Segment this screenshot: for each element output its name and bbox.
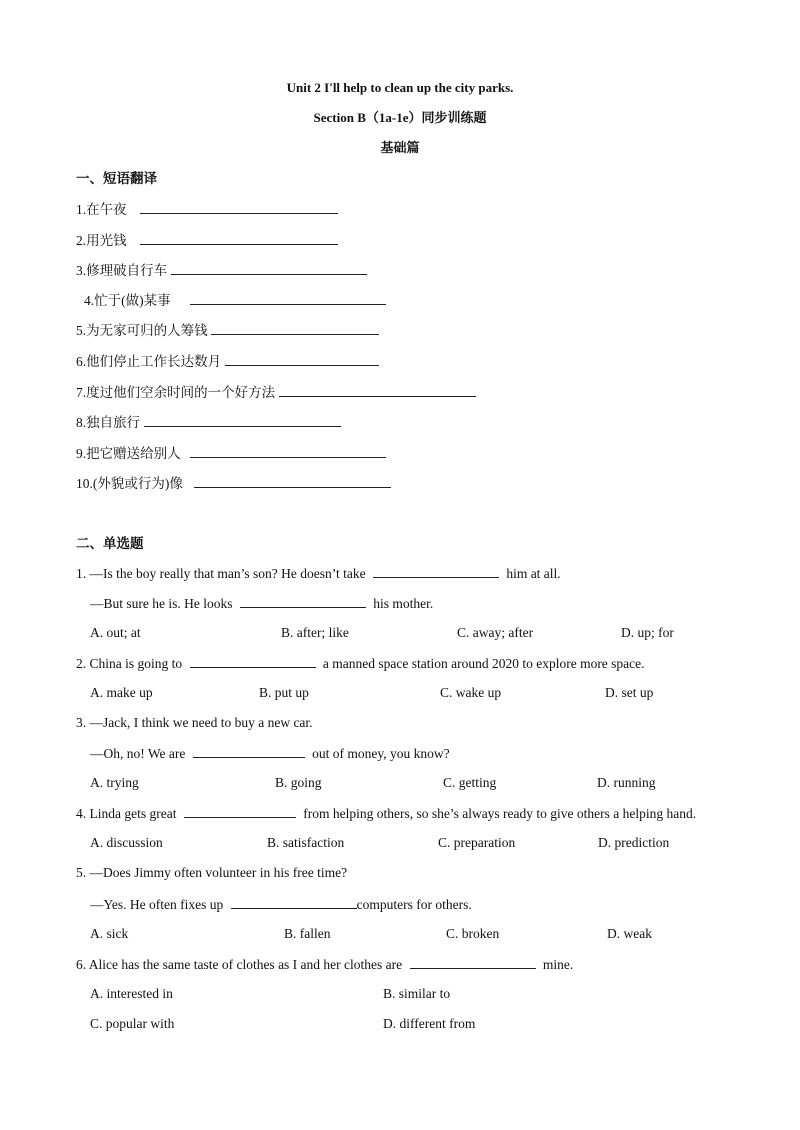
option-b[interactable]: B. fallen [284, 926, 331, 941]
question-stem [76, 564, 561, 583]
translation-item [76, 474, 391, 493]
dialogue-text: out of money, you know? [312, 746, 450, 761]
answer-blank[interactable] [140, 200, 338, 214]
translation-item [76, 200, 338, 219]
translation-item [84, 291, 386, 310]
item-text: 4.忙于(做)某事 [84, 293, 171, 308]
answer-blank[interactable] [140, 231, 338, 245]
translation-item [76, 444, 386, 463]
dialogue-text: —But sure he is. He looks [90, 596, 233, 611]
worksheet-title: Unit 2 I'll help to clean up the city parks. [286, 80, 514, 95]
option-b[interactable]: B. put up [259, 685, 309, 700]
item-text: 5.为无家可归的人筹钱 [76, 323, 208, 338]
option-b[interactable]: B. going [275, 775, 322, 790]
answer-blank[interactable] [171, 261, 367, 275]
stem-text: from helping others, so she’s always ready to give others a helping hand. [303, 806, 697, 821]
answer-blank[interactable] [193, 744, 305, 758]
answer-blank[interactable] [190, 444, 386, 458]
answer-blank[interactable] [190, 654, 316, 668]
question-dialogue [90, 594, 433, 613]
section-heading-multiple-choice: 二、单选题 [76, 536, 144, 551]
question-stem [76, 654, 645, 673]
option-c[interactable]: C. broken [446, 926, 500, 941]
question-dialogue [90, 895, 472, 914]
stem-text: him at all. [506, 566, 561, 581]
item-text: 3.修理破自行车 [76, 263, 168, 278]
option-c[interactable]: C. getting [443, 775, 497, 790]
translation-item [76, 231, 338, 250]
option-c[interactable]: C. away; after [457, 625, 534, 640]
translation-item [76, 352, 379, 371]
answer-blank[interactable] [373, 564, 499, 578]
option-c[interactable]: C. wake up [440, 685, 502, 700]
answer-blank[interactable] [184, 804, 296, 818]
question-stem: 5. —Does Jimmy often volunteer in his free time? [76, 865, 348, 880]
item-text: 6.他们停止工作长达数月 [76, 354, 222, 369]
answer-blank[interactable] [231, 895, 357, 909]
option-d[interactable]: D. prediction [598, 835, 670, 850]
translation-item [76, 321, 379, 340]
option-d[interactable]: D. weak [607, 926, 652, 941]
dialogue-text: —Yes. He often fixes up [90, 897, 224, 912]
section-heading-translation: 一、短语翻译 [76, 171, 157, 186]
question-stem [76, 804, 696, 823]
option-a[interactable]: A. trying [90, 775, 139, 790]
stem-text: 2. China is going to [76, 656, 183, 671]
answer-blank[interactable] [190, 291, 386, 305]
item-text: 1.在午夜 [76, 202, 127, 217]
dialogue-text: —Oh, no! We are [90, 746, 186, 761]
option-c[interactable]: C. popular with [90, 1016, 175, 1031]
option-d[interactable]: D. different from [383, 1016, 476, 1031]
dialogue-text: computers for others. [356, 897, 472, 912]
stem-text: mine. [542, 957, 574, 972]
stem-text: 4. Linda gets great [76, 806, 177, 821]
answer-blank[interactable] [211, 321, 379, 335]
option-b[interactable]: B. similar to [383, 986, 451, 1001]
option-c[interactable]: C. preparation [438, 835, 516, 850]
answer-blank[interactable] [279, 383, 476, 397]
translation-item [76, 413, 341, 432]
option-a[interactable]: A. out; at [90, 625, 141, 640]
stem-text: 6. Alice has the same taste of clothes as I and her clothes are [76, 957, 403, 972]
worksheet-subtitle: Section B（1a-1e）同步训练题 [313, 110, 487, 125]
translation-item [76, 383, 476, 402]
option-b[interactable]: B. satisfaction [267, 835, 345, 850]
answer-blank[interactable] [410, 955, 536, 969]
worksheet-level: 基础篇 [380, 140, 420, 155]
question-stem: 3. —Jack, I think we need to buy a new car. [76, 715, 313, 730]
stem-text: a manned space station around 2020 to explore more space. [322, 656, 645, 671]
option-d[interactable]: D. set up [605, 685, 654, 700]
option-d[interactable]: D. up; for [621, 625, 674, 640]
stem-text: 1. —Is the boy really that man’s son? He doesn’t take [76, 566, 366, 581]
question-dialogue [90, 744, 450, 763]
answer-blank[interactable] [144, 413, 341, 427]
answer-blank[interactable] [240, 594, 366, 608]
question-stem [76, 955, 573, 974]
option-a[interactable]: A. make up [90, 685, 153, 700]
option-a[interactable]: A. interested in [90, 986, 173, 1001]
answer-blank[interactable] [225, 352, 379, 366]
dialogue-text: his mother. [373, 596, 434, 611]
item-text: 7.度过他们空余时间的一个好方法 [76, 385, 276, 400]
option-a[interactable]: A. sick [90, 926, 129, 941]
answer-blank[interactable] [194, 474, 391, 488]
item-text: 2.用光钱 [76, 233, 127, 248]
option-a[interactable]: A. discussion [90, 835, 163, 850]
item-text: 10.(外貌或行为)像 [76, 476, 183, 491]
translation-item [76, 261, 367, 280]
item-text: 9.把它赠送给别人 [76, 446, 181, 461]
option-d[interactable]: D. running [597, 775, 656, 790]
option-b[interactable]: B. after; like [281, 625, 349, 640]
item-text: 8.独自旅行 [76, 415, 141, 430]
